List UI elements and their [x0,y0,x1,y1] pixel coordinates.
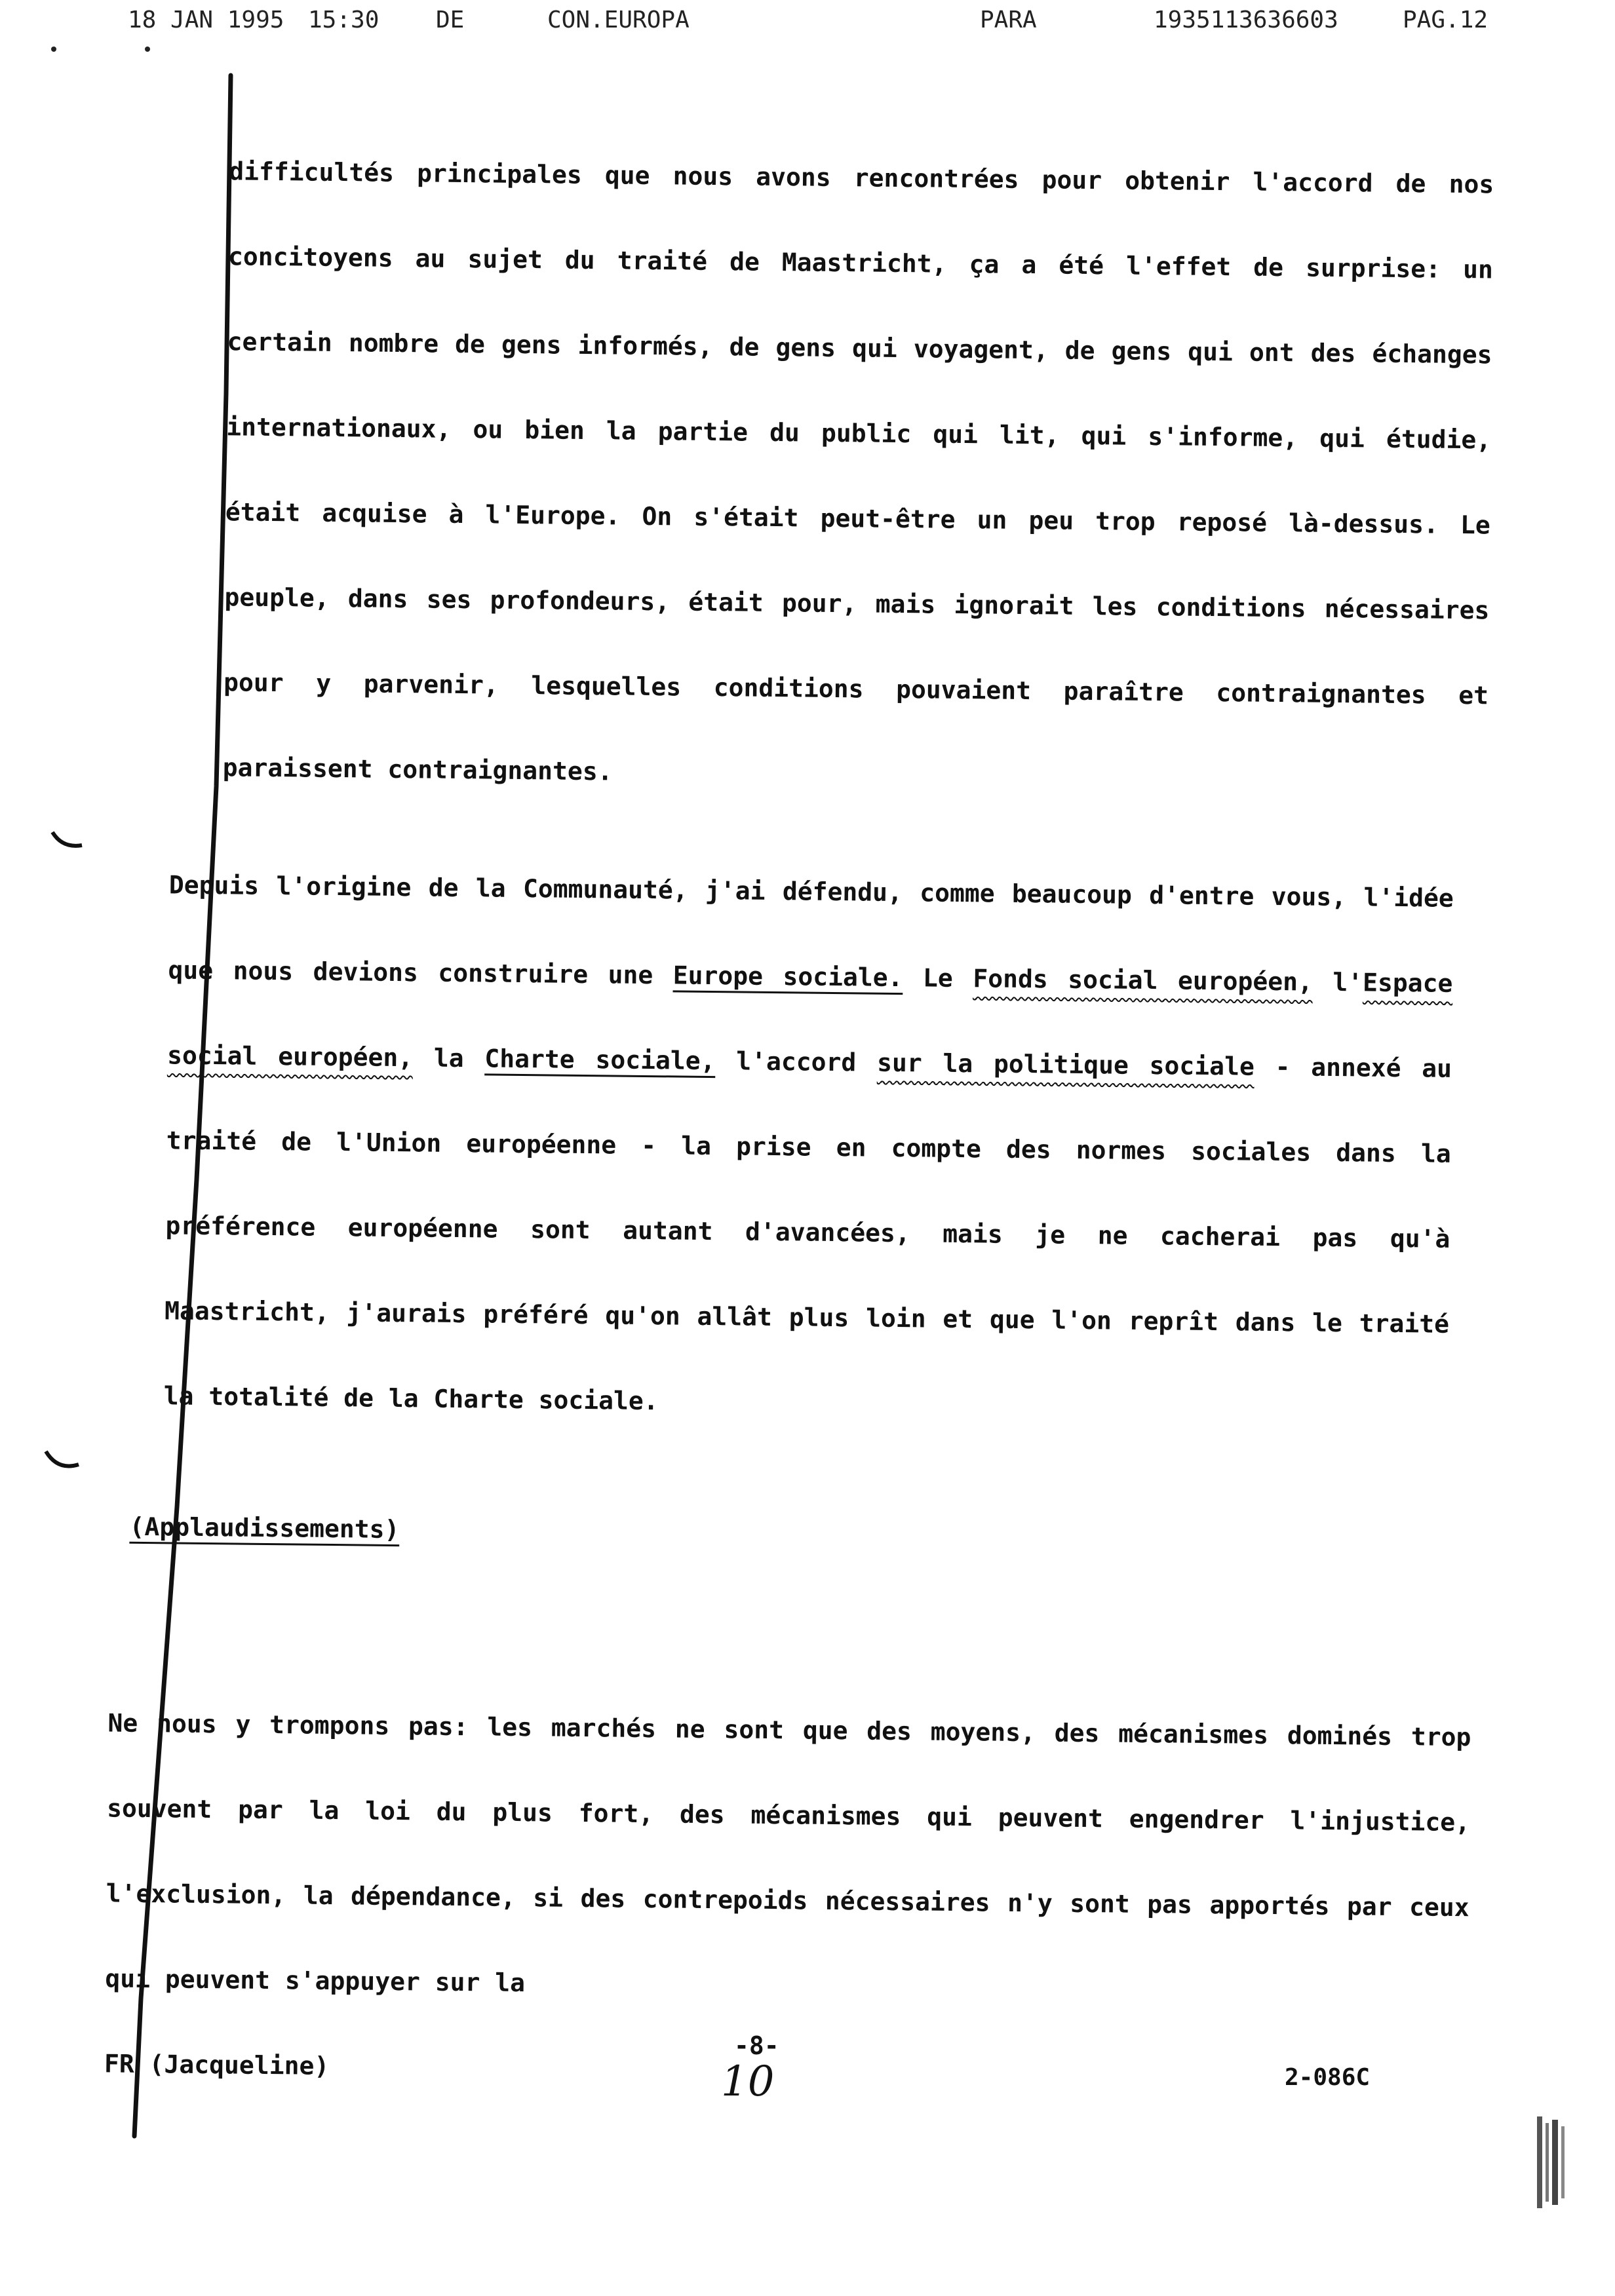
margin-stamp [1534,2116,1573,2208]
fax-page: PAG.12 [1403,7,1489,33]
p2-underlined-fonds-social: Fonds social européen, [973,964,1313,997]
paragraph-2 [163,842,1454,1451]
folio-number: -8- [734,2031,779,2060]
p2-text-2: Le [903,963,973,993]
p2-underlined-politique-sociale: sur la politique sociale [876,1048,1255,1081]
p2-text-1: Depuis l'origine de la Communauté, j'ai défendu, comme beaucoup d'entre vous, l'idée que nous devions construire une [168,870,1454,990]
paragraph-1: difficultés principales que nous avons rencontrées pour obtenir l'accord de nos concitoyens au sujet du traité de Maastricht, ça a été l'effet de surprise: un certain nombre de gens informés, de gens qui voyagent, de gens qui ont des échanges internationaux, ou bien la partie du public qui lit, qui s'informe, qui étudie, était acquise à l'Europe. On s'était peut-être un peu trop reposé là-dessus. Le peuple, dans ses profondeurs, était pour, mais ignorait les conditions nécessaires pour y parvenir, lesquelles conditions pouvaient paraître contraignantes et paraissent contraignantes. [222,157,1494,786]
p2-text-6: - annexé au traité de l'Union européenne - la prise en compte des normes sociales dans la préférence européenne sont autant d'avancées, mais je ne cacherai pas qu'à Maastricht, j'aurais préféré qu'on allât plus loin et que l'on reprît dans le traité la totalité de la Charte sociale. [163,1052,1452,1416]
p2-underlined-charte-sociale: Charte sociale, [484,1044,716,1076]
p2-text-3: l' [1312,967,1363,997]
corner-dot-right [145,47,150,52]
translator-note: FR (Jacqueline) [104,2049,330,2081]
margin-tick-bottom [46,1451,79,1466]
p2-underlined-europe-sociale: Europe sociale. [672,961,903,993]
fax-sender: CON.EUROPA [547,7,690,33]
fax-para-label: PARA [980,7,1037,33]
margin-tick-top [52,832,82,846]
corner-dot-left [51,47,56,52]
paragraph-4 [104,1680,1471,2120]
fax-de-label: DE [436,7,465,33]
fax-date: 18 JAN 1995 [128,7,284,33]
applause-text: (Applaudissements) [129,1512,400,1544]
p2-text-5: l'accord [715,1046,878,1077]
handwritten-page-number: 10 [721,2057,775,2106]
p2-text-4: la [412,1043,485,1073]
fax-time: 15:30 [308,7,379,33]
fax-number: 1935113636603 [1154,7,1338,33]
p4-text: Ne nous y trompons pas: les marchés ne sont que des moyens, des mécanismes dominés trop souvent par la loi du plus fort, des mécanismes qui peuvent engendrer l'injustice, l'exclusion, la dépendance, si des contrepoids nécessaires n'y sont pas apportés par ceux qui peuvent s'appuyer sur la [105,1708,1471,1998]
p2-underlined-espace-social: Espace social européen, [166,968,1453,1073]
paragraph-applause [129,1484,1441,1583]
document-reference: 2-086C [1285,2064,1371,2091]
